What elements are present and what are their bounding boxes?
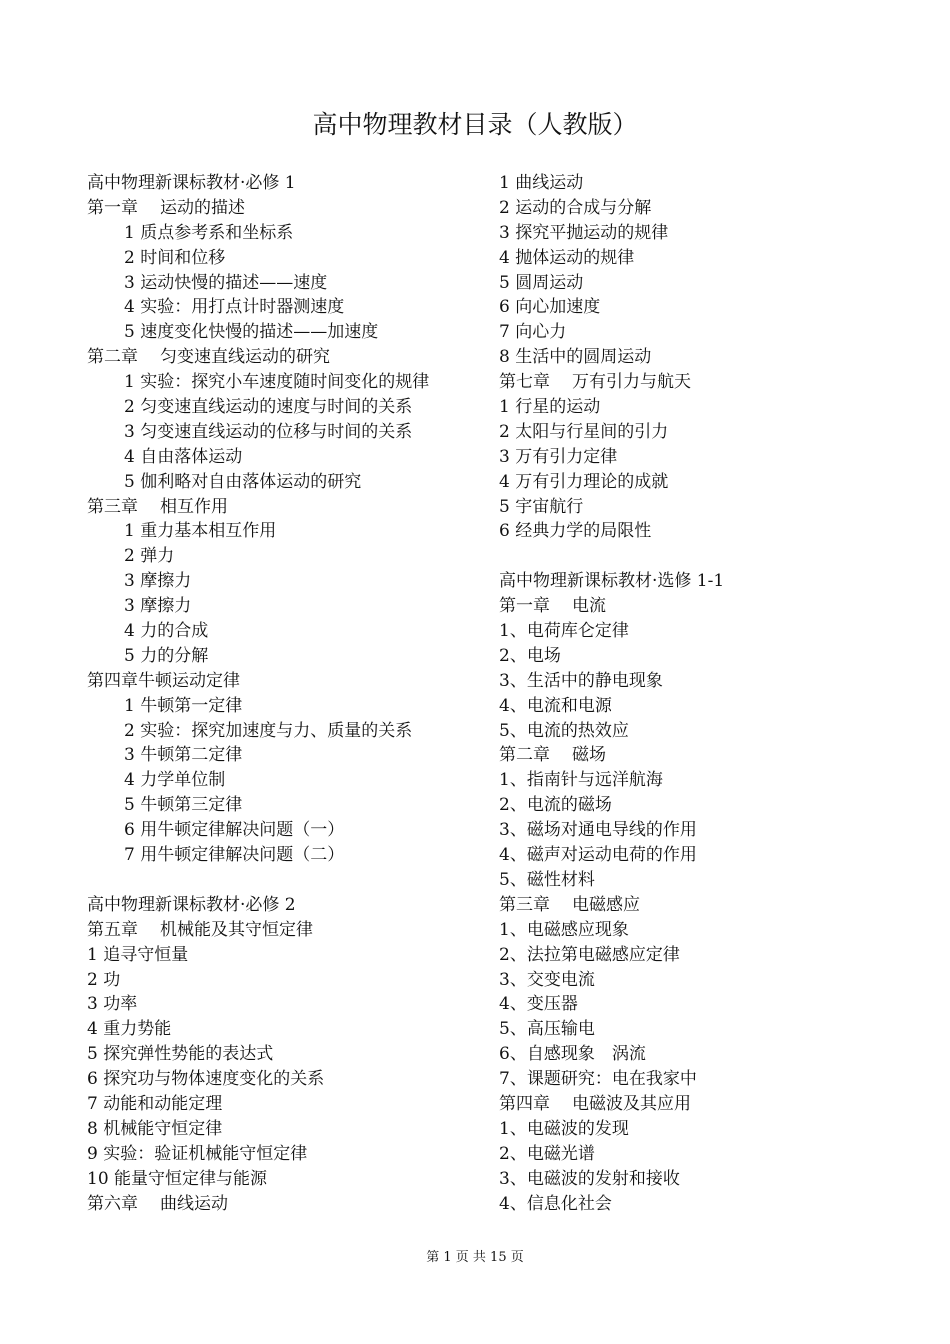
section-item: 4、磁声对运动电荷的作用	[499, 845, 697, 866]
section-item: 1 追寻守恒量	[87, 944, 189, 965]
section-item: 1 行星的运动	[499, 397, 601, 418]
chapter-label: 第三章	[87, 496, 138, 517]
chapter-label: 第一章	[499, 596, 550, 617]
section-item: 2 实验：探究加速度与力、质量的关系	[124, 720, 413, 741]
section-item: 2、电磁光谱	[499, 1143, 595, 1164]
section-item: 6 经典力学的局限性	[499, 521, 652, 542]
chapter-label: 第二章	[87, 347, 138, 368]
section-item: 1 曲线运动	[499, 173, 584, 193]
chapter-label: 第二章	[499, 745, 550, 766]
chapter-name: 机械能及其守恒定律	[160, 919, 313, 940]
section-item: 10 能量守恒定律与能源	[87, 1168, 268, 1189]
chapter-name: 相互作用	[160, 496, 228, 517]
chapter-heading	[499, 594, 919, 619]
section-item: 3 摩擦力	[124, 596, 192, 617]
section-item: 7 用牛顿定律解决问题（二）	[124, 845, 345, 866]
section-item: 4 重力势能	[87, 1019, 172, 1040]
section-item: 3 摩擦力	[124, 571, 192, 592]
chapter-name: 电磁波及其应用	[572, 1093, 691, 1114]
left-column	[87, 171, 492, 1216]
chapter-heading	[87, 196, 492, 221]
section-item: 1 实验：探究小车速度随时间变化的规律	[124, 372, 430, 393]
section-item: 5 牛顿第三定律	[124, 795, 243, 816]
section-item: 4、信息化社会	[499, 1193, 612, 1214]
section-item: 3、交变电流	[499, 969, 595, 990]
chapter-heading	[499, 893, 919, 918]
section-item: 1、指南针与远洋航海	[499, 770, 663, 791]
book-heading: 高中物理新课标教材·选修 1-1	[499, 571, 725, 592]
chapter-label: 第四章	[499, 1093, 550, 1114]
section-item: 2 功	[87, 969, 121, 990]
section-item: 1、电荷库仑定律	[499, 621, 629, 642]
chapter-heading	[87, 1192, 492, 1217]
section-item: 2、法拉第电磁感应定律	[499, 944, 680, 965]
section-item: 2 时间和位移	[124, 247, 226, 268]
section-item: 5、电流的热效应	[499, 720, 629, 741]
chapter-name: 运动的描述	[160, 197, 245, 218]
section-item: 2 太阳与行星间的引力	[499, 421, 669, 442]
section-item: 5 圆周运动	[499, 272, 584, 293]
book-heading: 高中物理新课标教材·必修 2	[87, 894, 296, 915]
section-item: 3 功率	[87, 994, 138, 1015]
blank-line	[87, 868, 492, 893]
page-title: 高中物理教材目录（人教版）	[312, 110, 638, 139]
section-item: 2 运动的合成与分解	[499, 197, 652, 218]
section-item: 6 向心加速度	[499, 297, 601, 318]
section-item: 3 探究平抛运动的规律	[499, 222, 669, 243]
chapter-heading	[87, 345, 492, 370]
section-item: 3 运动快慢的描述——速度	[124, 272, 328, 293]
chapter-label: 第三章	[499, 894, 550, 915]
chapter-label: 第一章	[87, 197, 138, 218]
chapter-name: 万有引力与航天	[572, 372, 691, 393]
blank-line	[499, 544, 919, 569]
section-item: 9 实验：验证机械能守恒定律	[87, 1143, 308, 1164]
right-column	[499, 171, 919, 1216]
section-item: 2 匀变速直线运动的速度与时间的关系	[124, 397, 413, 418]
section-item: 6 探究功与物体速度变化的关系	[87, 1069, 325, 1090]
section-item: 8 机械能守恒定律	[87, 1118, 223, 1139]
section-item: 4 自由落体运动	[124, 446, 243, 467]
section-item: 3 万有引力定律	[499, 446, 618, 467]
section-item: 6、自感现象 涡流	[499, 1044, 646, 1065]
section-item: 5、高压输电	[499, 1019, 595, 1040]
section-item: 5、磁性材料	[499, 869, 595, 890]
section-item: 1 重力基本相互作用	[124, 521, 277, 542]
chapter-heading	[499, 743, 919, 768]
section-item: 5 速度变化快慢的描述——加速度	[124, 322, 379, 343]
section-item: 8 生活中的圆周运动	[499, 347, 652, 368]
section-item: 1、电磁感应现象	[499, 919, 629, 940]
section-item: 5 探究弹性势能的表达式	[87, 1044, 274, 1065]
section-item: 5 力的分解	[124, 645, 209, 666]
section-item: 4、电流和电源	[499, 695, 612, 716]
section-item: 3 牛顿第二定律	[124, 745, 243, 766]
chapter-heading	[499, 370, 919, 395]
chapter-label: 第四章	[87, 670, 138, 691]
section-item: 7 动能和动能定理	[87, 1093, 223, 1114]
chapter-heading	[87, 918, 492, 943]
chapter-heading	[87, 669, 492, 694]
section-item: 2、电场	[499, 645, 561, 666]
section-item: 1、电磁波的发现	[499, 1118, 629, 1139]
chapter-name: 电磁感应	[572, 894, 640, 915]
chapter-heading	[87, 495, 492, 520]
section-item: 4 抛体运动的规律	[499, 247, 635, 268]
section-item: 7 向心力	[499, 322, 567, 343]
chapter-name: 磁场	[572, 745, 606, 766]
section-item: 1 牛顿第一定律	[124, 695, 243, 716]
book-heading: 高中物理新课标教材·必修 1	[87, 173, 296, 193]
section-item: 4 万有引力理论的成就	[499, 471, 669, 492]
chapter-name: 牛顿运动定律	[138, 670, 240, 691]
section-item: 3、磁场对通电导线的作用	[499, 820, 697, 841]
section-item: 4 力学单位制	[124, 770, 226, 791]
chapter-name: 曲线运动	[160, 1193, 228, 1214]
section-item: 6 用牛顿定律解决问题（一）	[124, 820, 345, 841]
chapter-name: 匀变速直线运动的研究	[160, 347, 330, 368]
chapter-label: 第六章	[87, 1193, 138, 1214]
section-item: 4 实验：用打点计时器测速度	[124, 297, 345, 318]
section-item: 7、课题研究：电在我家中	[499, 1069, 697, 1090]
chapter-name: 电流	[572, 596, 606, 617]
section-item: 3、电磁波的发射和接收	[499, 1168, 680, 1189]
section-item: 4、变压器	[499, 994, 578, 1015]
chapter-label: 第七章	[499, 372, 550, 393]
section-item: 4 力的合成	[124, 621, 209, 642]
section-item: 5 伽利略对自由落体运动的研究	[124, 471, 362, 492]
chapter-heading	[499, 1092, 919, 1117]
section-item: 2、电流的磁场	[499, 795, 612, 816]
section-item: 3、生活中的静电现象	[499, 670, 663, 691]
section-item: 2 弹力	[124, 546, 175, 567]
chapter-label: 第五章	[87, 919, 138, 940]
section-item: 1 质点参考系和坐标系	[124, 222, 294, 243]
page-footer: 第 1 页 共 15 页	[426, 1250, 524, 1265]
section-item: 3 匀变速直线运动的位移与时间的关系	[124, 421, 413, 442]
section-item: 5 宇宙航行	[499, 496, 584, 517]
